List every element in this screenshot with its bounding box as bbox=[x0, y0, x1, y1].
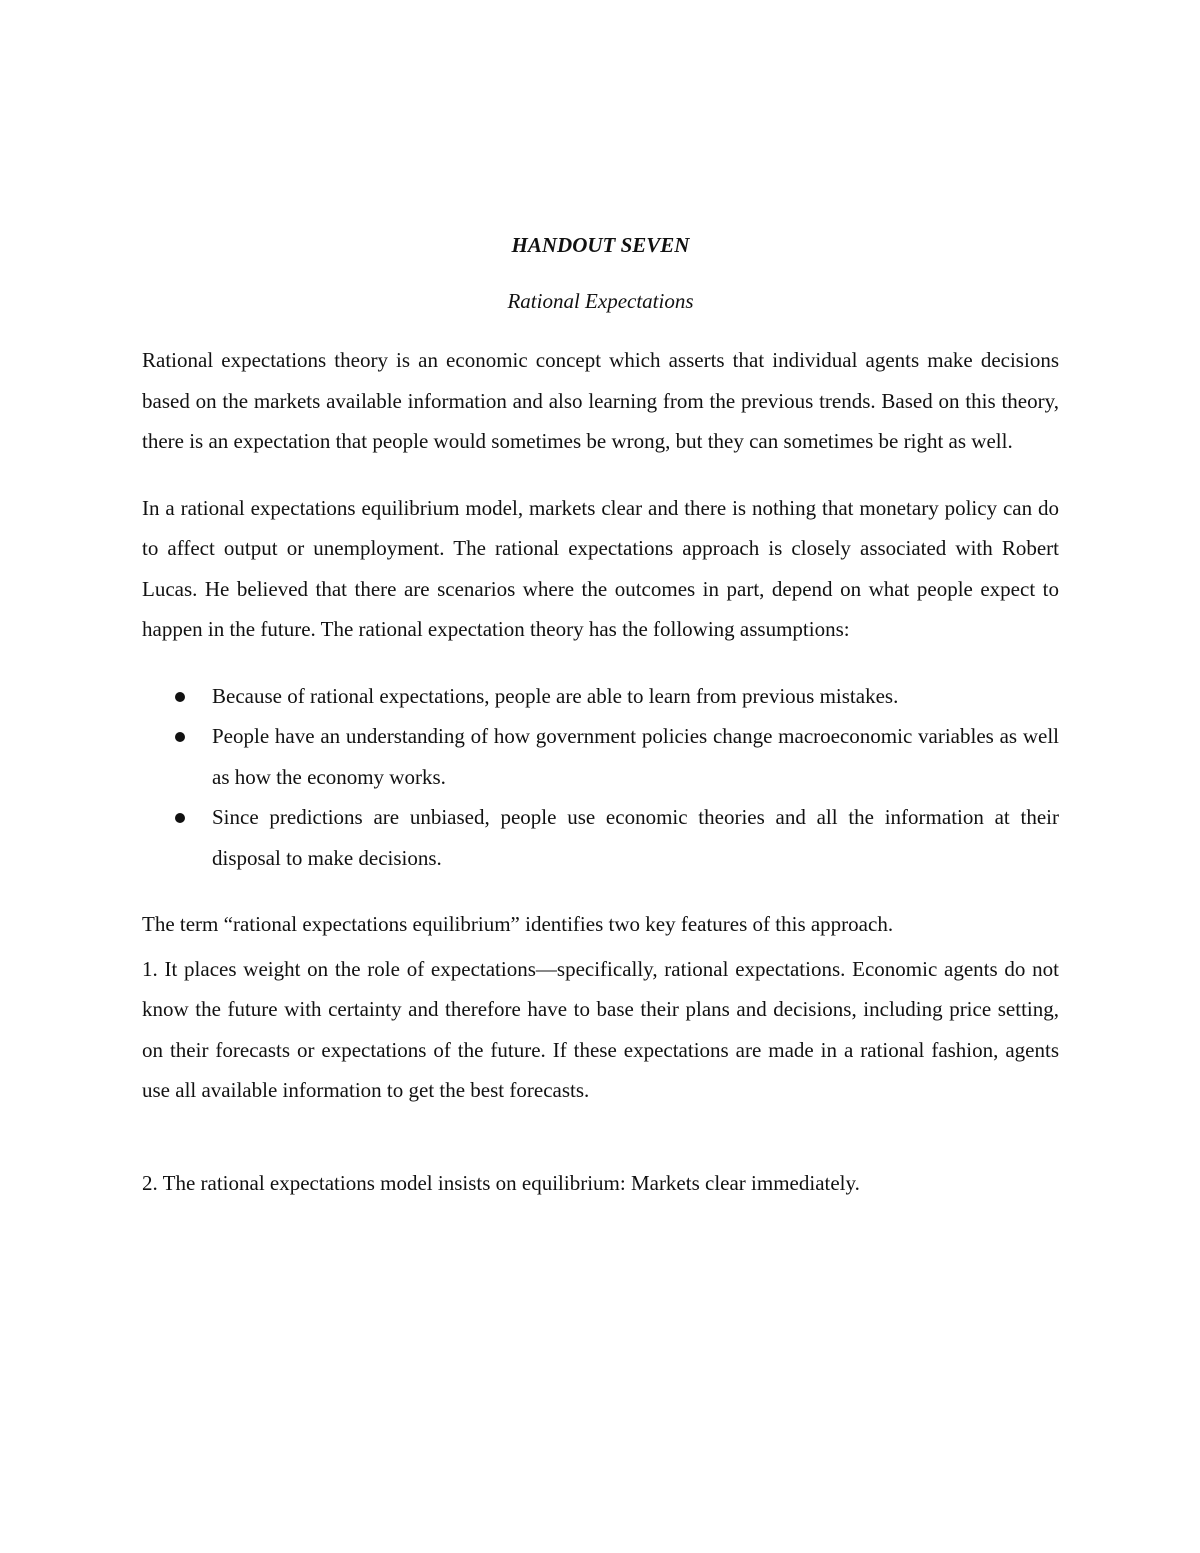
bullet-icon bbox=[175, 692, 185, 702]
bullet-icon bbox=[175, 813, 185, 823]
handout-title: HANDOUT SEVEN bbox=[511, 233, 690, 257]
bullet-icon bbox=[175, 732, 185, 742]
handout-subtitle: Rational Expectations bbox=[507, 289, 694, 313]
paragraph-intro: Rational expectations theory is an economic concept which asserts that individual agents make decisions based on the markets available information and also learning from the previous trends. Based on this theory, there is an expectation that people would sometimes be wrong, but they can sometimes be right as well. bbox=[142, 348, 1059, 453]
assumption-text: Because of rational expectations, people are able to learn from previous mistakes. bbox=[212, 683, 899, 708]
assumption-item bbox=[142, 716, 1059, 797]
assumption-text: Since predictions are unbiased, people use economic theories and all the information at their disposal to make decisions. bbox=[212, 805, 1059, 870]
paragraph-equilibrium-model: In a rational expectations equilibrium model, markets clear and there is nothing that monetary policy can do to affect output or unemployment. The rational expectations approach is closely associated with Robert Lucas. He believed that there are scenarios where the outcomes in part, depend on what people expect to happen in the future. The rational expectation theory has the following assumptions: bbox=[142, 495, 1059, 641]
numbered-point-2: 2. The rational expectations model insists on equilibrium: Markets clear immediately. bbox=[142, 1170, 860, 1195]
assumption-item bbox=[142, 797, 1059, 878]
paragraph-key-features: The term “rational expectations equilibrium” identifies two key features of this approach. bbox=[142, 912, 894, 936]
assumptions-list bbox=[142, 676, 1059, 879]
document-body bbox=[142, 228, 1059, 1203]
assumption-item bbox=[142, 676, 1059, 717]
assumption-text: People have an understanding of how government policies change macroeconomic variables as well as how the economy works. bbox=[212, 724, 1059, 789]
numbered-point-1: 1. It places weight on the role of expectations—specifically, rational expectations. Economic agents do not know the future with certainty and therefore have to base their plans and decisions, including price setting, on their forecasts or expectations of the future. If these expectations are made in a rational fashion, agents use all available information to get the best forecasts. bbox=[142, 956, 1059, 1102]
